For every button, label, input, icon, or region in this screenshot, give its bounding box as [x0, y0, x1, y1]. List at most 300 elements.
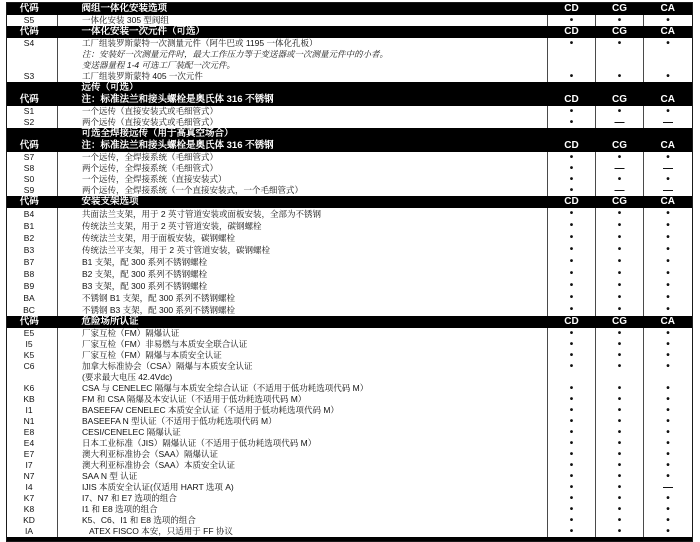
availability-cell: •	[548, 220, 596, 232]
section-title	[58, 316, 548, 328]
description-line: 不锈钢 B1 支架，配 300 系列不锈钢螺栓	[82, 293, 236, 303]
availability-cell: •	[644, 350, 693, 361]
description-line: 两个远传（直接安装式或毛细管式）	[82, 117, 219, 127]
column-header: CA	[644, 196, 693, 208]
description-line: ATEX FISCO 本安，只适用于 FF 协议	[89, 526, 233, 536]
availability-cell: •	[644, 339, 693, 350]
availability-cell: •	[644, 515, 693, 526]
table-row	[7, 504, 693, 515]
availability-cell: •	[548, 350, 596, 361]
availability-cell: •	[548, 449, 596, 460]
availability-cell: •	[644, 504, 693, 515]
option-code: K8	[23, 504, 35, 514]
availability-cell: •	[596, 152, 644, 163]
availability-cell: •	[644, 15, 693, 26]
option-code: I4	[25, 482, 33, 492]
description-line: SAA N 型 认证	[82, 471, 138, 481]
option-code: E8	[23, 427, 35, 437]
availability-cell: •	[644, 416, 693, 427]
availability-cell: •	[596, 38, 644, 71]
availability-cell: •	[644, 208, 693, 220]
availability-cell: •	[644, 280, 693, 292]
option-code: E5	[23, 328, 35, 338]
availability-cell: •	[644, 449, 693, 460]
section-title	[58, 196, 548, 208]
availability-cell: •	[644, 304, 693, 316]
option-code: B8	[23, 269, 35, 279]
description-line: I1 和 E8 选项的组合	[82, 504, 158, 514]
description-line: 日本工业标准（JIS）隔爆认证（不适用于低功耗选项代码 M）	[82, 438, 317, 448]
option-description	[58, 106, 548, 117]
option-code: K5	[23, 350, 35, 360]
description-line: CSA 与 CENELEC 隔爆与本质安全综合认证（不适用于低功耗选项代码 M）	[82, 383, 369, 393]
option-description	[58, 427, 548, 438]
option-description	[58, 493, 548, 504]
availability-cell: •	[596, 460, 644, 471]
table-row	[7, 449, 693, 460]
availability-cell: —	[644, 163, 693, 174]
table-row	[7, 339, 693, 350]
availability-cell: •	[548, 152, 596, 163]
table-row	[7, 493, 693, 504]
column-header: CD	[548, 26, 596, 38]
option-code: K7	[23, 493, 35, 503]
availability-cell: —	[644, 482, 693, 493]
section-title-line: 阀组一体化安装选项	[81, 3, 168, 14]
table-row	[7, 292, 693, 304]
availability-cell: •	[548, 256, 596, 268]
option-code: KD	[23, 515, 35, 525]
ordering-options-table	[6, 2, 693, 542]
option-description	[58, 117, 548, 128]
availability-cell: •	[548, 328, 596, 339]
table-row	[7, 383, 693, 394]
option-code: S5	[23, 15, 35, 25]
section-title-line: 一体化安装一次元件（可选）	[81, 26, 206, 37]
table-row	[7, 405, 693, 416]
table-row	[7, 416, 693, 427]
option-description	[58, 449, 548, 460]
description-line: B2 支架，配 300 系列不锈钢螺栓	[82, 269, 208, 279]
option-description	[58, 280, 548, 292]
availability-cell: •	[548, 482, 596, 493]
table-row	[7, 174, 693, 185]
column-header: CG	[596, 196, 644, 208]
availability-cell: •	[596, 515, 644, 526]
section-title-line: 安装支架选项	[81, 196, 139, 207]
availability-cell: •	[644, 361, 693, 383]
availability-cell: •	[644, 493, 693, 504]
availability-cell: •	[596, 280, 644, 292]
availability-cell: •	[596, 350, 644, 361]
availability-cell: •	[596, 328, 644, 339]
option-code: N7	[23, 471, 35, 481]
option-code: E4	[23, 438, 35, 448]
table-row	[7, 152, 693, 163]
option-code: E7	[23, 449, 35, 459]
description-line: 两个远传，全焊接系统（毛细管式）	[82, 163, 219, 173]
description-line: 加拿大标准协会（CSA）隔爆与本质安全认证	[82, 361, 253, 371]
table-row	[7, 350, 693, 361]
availability-cell: •	[548, 427, 596, 438]
availability-cell: •	[548, 71, 596, 82]
availability-cell: •	[644, 292, 693, 304]
description-line: 工厂组装罗斯蒙特 405 一次元件	[82, 71, 203, 81]
option-code: S9	[23, 185, 35, 195]
option-description	[58, 185, 548, 196]
availability-cell: •	[596, 504, 644, 515]
table-row	[7, 526, 693, 537]
description-line: 厂家互检（FM）隔爆与本质安全认证	[82, 350, 222, 360]
availability-cell: •	[548, 405, 596, 416]
availability-cell: •	[644, 394, 693, 405]
availability-cell: •	[644, 232, 693, 244]
section-header-row	[7, 128, 693, 152]
description-line: 不锈钢 B3 支架，配 300 系列不锈钢螺栓	[82, 305, 236, 315]
table-row	[7, 482, 693, 493]
availability-cell: •	[644, 427, 693, 438]
code-column-header: 代码	[7, 3, 58, 16]
code-column-header: 代码	[7, 26, 58, 38]
table-row	[7, 163, 693, 174]
availability-cell: •	[596, 208, 644, 220]
table-row	[7, 232, 693, 244]
code-column-header: 代码	[7, 196, 58, 208]
ordering-options-table-container	[6, 2, 693, 542]
table-row	[7, 438, 693, 449]
availability-cell: •	[596, 256, 644, 268]
option-description	[58, 350, 548, 361]
table-row	[7, 71, 693, 82]
description-line: I7、N7 和 E7 选项的组合	[82, 493, 177, 503]
description-line: 澳大利亚标准协会（SAA）隔爆认证	[82, 449, 219, 459]
option-code: S4	[23, 38, 35, 48]
description-line: 厂家互检（FM）隔爆认证	[82, 328, 180, 338]
availability-cell: •	[548, 394, 596, 405]
availability-cell: •	[548, 471, 596, 482]
availability-cell: •	[596, 174, 644, 185]
option-code: S7	[23, 152, 35, 162]
availability-cell: •	[596, 292, 644, 304]
option-code: S3	[23, 71, 35, 81]
availability-cell: •	[596, 304, 644, 316]
section-title	[58, 82, 548, 106]
option-code: BA	[23, 293, 35, 303]
option-description	[58, 361, 548, 383]
availability-cell: •	[548, 280, 596, 292]
table-row	[7, 361, 693, 383]
table-row	[7, 256, 693, 268]
availability-cell: •	[596, 493, 644, 504]
description-line: 澳大利亚标准协会（SAA）本质安全认证	[82, 460, 236, 470]
availability-cell: •	[644, 174, 693, 185]
option-description	[58, 38, 548, 71]
description-line: IJIS 本质安全认证(仅适用 HART 选项 A)	[82, 482, 234, 492]
availability-cell: •	[548, 208, 596, 220]
availability-cell: •	[548, 38, 596, 71]
option-description	[58, 163, 548, 174]
option-code: N1	[23, 416, 35, 426]
option-description	[58, 268, 548, 280]
option-description	[58, 174, 548, 185]
table-row	[7, 471, 693, 482]
option-description	[58, 471, 548, 482]
option-description	[58, 405, 548, 416]
availability-cell: •	[596, 232, 644, 244]
description-line: 一个远传（直接安装式或毛细管式）	[82, 106, 219, 116]
availability-cell: •	[644, 460, 693, 471]
section-header-row	[7, 82, 693, 106]
availability-cell: •	[596, 244, 644, 256]
availability-cell: •	[548, 515, 596, 526]
column-header: CD	[548, 82, 596, 106]
option-code: I1	[25, 405, 33, 415]
availability-cell: •	[548, 416, 596, 427]
availability-cell: •	[644, 526, 693, 537]
availability-cell: •	[548, 244, 596, 256]
availability-cell: •	[644, 220, 693, 232]
option-description	[58, 304, 548, 316]
option-description	[58, 71, 548, 82]
option-description	[58, 383, 548, 394]
section-title-line: 可选全焊接远传（用于高真空场合）	[81, 128, 234, 139]
option-description	[58, 482, 548, 493]
availability-cell: •	[596, 106, 644, 117]
description-line: 一个远传，全焊接系统（直接安装式）	[82, 174, 227, 184]
column-header: CD	[548, 196, 596, 208]
option-description	[58, 244, 548, 256]
description-line: K5、C6、I1 和 E8 选项的组合	[82, 515, 196, 525]
description-line: 传统法兰支架，用于面板安装，碳钢螺栓	[82, 233, 236, 243]
option-code: I5	[25, 339, 33, 349]
option-code: S0	[23, 174, 35, 184]
availability-cell: —	[596, 163, 644, 174]
description-line: FM 和 CSA 隔爆及本安认证（不适用于低功耗选项代码 M）	[82, 394, 307, 404]
column-header: CG	[596, 82, 644, 106]
section-title	[58, 3, 548, 16]
availability-cell: •	[548, 361, 596, 383]
option-description	[58, 438, 548, 449]
section-title-line: 远传（可选）	[81, 82, 139, 93]
description-line: 注：安装好一次测量元件时，最大工作压力等于变送器或一次测量元件中的小者。	[82, 49, 389, 59]
availability-cell: •	[596, 526, 644, 537]
column-header: CG	[596, 128, 644, 152]
option-description	[58, 15, 548, 26]
availability-cell: •	[548, 174, 596, 185]
option-description	[58, 460, 548, 471]
option-description	[58, 256, 548, 268]
availability-cell: •	[596, 438, 644, 449]
availability-cell: •	[548, 438, 596, 449]
description-line: CESI/CENELEC 隔爆认证	[82, 427, 181, 437]
option-description	[58, 208, 548, 220]
availability-cell: •	[644, 256, 693, 268]
availability-cell: •	[644, 244, 693, 256]
column-header: CD	[548, 3, 596, 16]
table-row	[7, 394, 693, 405]
availability-cell: •	[596, 471, 644, 482]
section-title	[58, 128, 548, 152]
availability-cell: •	[644, 152, 693, 163]
option-code: B1	[23, 221, 35, 231]
option-description	[58, 394, 548, 405]
option-description	[58, 416, 548, 427]
availability-cell: •	[548, 292, 596, 304]
column-header: CG	[596, 3, 644, 16]
code-column-header: 代码	[7, 82, 58, 106]
availability-cell: •	[548, 493, 596, 504]
availability-cell: •	[596, 394, 644, 405]
availability-cell: •	[548, 163, 596, 174]
availability-cell: •	[644, 268, 693, 280]
table-row	[7, 244, 693, 256]
option-code: B2	[23, 233, 35, 243]
column-header: CA	[644, 3, 693, 16]
table-row	[7, 38, 693, 71]
availability-cell: •	[596, 449, 644, 460]
option-description	[58, 526, 548, 537]
option-description	[58, 220, 548, 232]
availability-cell: •	[548, 15, 596, 26]
option-code: B7	[23, 257, 35, 267]
table-row	[7, 208, 693, 220]
option-description	[58, 328, 548, 339]
option-code: BC	[23, 305, 35, 315]
description-line: 传统法兰平支架，用于 2 英寸管道安装，碳钢螺栓	[82, 245, 270, 255]
section-title	[58, 26, 548, 38]
column-header: CG	[596, 316, 644, 328]
option-code: S1	[23, 106, 35, 116]
description-line: B3 支架，配 300 系列不锈钢螺栓	[82, 281, 208, 291]
availability-cell: •	[596, 220, 644, 232]
option-code: C6	[23, 361, 35, 371]
code-column-header: 代码	[7, 316, 58, 328]
option-code: IA	[24, 526, 34, 536]
option-code: S8	[23, 163, 35, 173]
option-description	[58, 504, 548, 515]
availability-cell: •	[548, 106, 596, 117]
availability-cell: —	[596, 185, 644, 196]
availability-cell: •	[596, 482, 644, 493]
description-line: 变送器量程 1-4 可选工厂装配一次元件。	[82, 60, 236, 70]
section-header-row	[7, 3, 693, 16]
availability-cell: •	[596, 71, 644, 82]
table-row	[7, 185, 693, 196]
table-row	[7, 460, 693, 471]
table-row	[7, 515, 693, 526]
description-line: 共面法兰支架，用于 2 英寸管道安装或面板安装，全部为不锈钢	[82, 209, 321, 219]
description-line: B1 支架，配 300 系列不锈钢螺栓	[82, 257, 208, 267]
option-code: KB	[23, 394, 35, 404]
column-header: CA	[644, 128, 693, 152]
table-row	[7, 117, 693, 128]
availability-cell: •	[644, 106, 693, 117]
option-code: B9	[23, 281, 35, 291]
option-code: B3	[23, 245, 35, 255]
availability-cell: •	[548, 339, 596, 350]
availability-cell: •	[548, 117, 596, 128]
table-row	[7, 427, 693, 438]
availability-cell: •	[644, 438, 693, 449]
column-header: CA	[644, 316, 693, 328]
description-line: 传统法兰支架，用于 2 英寸管道安装，碳钢螺栓	[82, 221, 262, 231]
code-column-header: 代码	[7, 128, 58, 152]
availability-cell: •	[596, 339, 644, 350]
availability-cell: •	[548, 504, 596, 515]
section-title-line: 注：标准法兰和接头螺栓是奥氏体 316 不锈钢	[81, 140, 274, 151]
availability-cell: •	[548, 185, 596, 196]
availability-cell: •	[644, 405, 693, 416]
availability-cell: —	[596, 117, 644, 128]
table-row	[7, 220, 693, 232]
section-title-line: 注：标准法兰和接头螺栓是奥氏体 316 不锈钢	[81, 94, 274, 105]
availability-cell: •	[596, 268, 644, 280]
option-description	[58, 232, 548, 244]
column-header: CA	[644, 26, 693, 38]
table-row	[7, 280, 693, 292]
column-header: CA	[644, 82, 693, 106]
availability-cell: •	[548, 460, 596, 471]
availability-cell: •	[596, 15, 644, 26]
column-header: CG	[596, 26, 644, 38]
option-description	[58, 292, 548, 304]
availability-cell: •	[548, 268, 596, 280]
table-row	[7, 328, 693, 339]
section-header-row	[7, 316, 693, 328]
availability-cell: •	[644, 471, 693, 482]
description-line: 一体化安装 305 型阀组	[82, 15, 169, 25]
availability-cell: •	[644, 383, 693, 394]
option-code: B4	[23, 209, 35, 219]
availability-cell: •	[548, 383, 596, 394]
table-row	[7, 268, 693, 280]
availability-cell: •	[644, 38, 693, 71]
option-description	[58, 152, 548, 163]
availability-cell: •	[596, 383, 644, 394]
description-line: (要求最大电压 42.4Vdc)	[82, 372, 173, 382]
availability-cell: •	[548, 304, 596, 316]
availability-cell: •	[644, 71, 693, 82]
availability-cell: •	[644, 328, 693, 339]
description-line: 两个远传，全焊接系统（一个直接安装式，一个毛细管式）	[82, 185, 304, 195]
table-row	[7, 106, 693, 117]
availability-cell: •	[596, 416, 644, 427]
options-table-body	[7, 3, 693, 538]
availability-cell: •	[596, 405, 644, 416]
availability-cell: •	[596, 361, 644, 383]
option-code: I7	[25, 460, 33, 470]
availability-cell: •	[596, 427, 644, 438]
option-code: S2	[23, 117, 35, 127]
description-line: 一个远传，全焊接系统（毛细管式）	[82, 152, 219, 162]
section-header-row	[7, 196, 693, 208]
availability-cell: •	[548, 232, 596, 244]
description-line: 工厂组装罗斯蒙特一次测量元件（阿牛巴或 1195 一体化孔板）	[82, 38, 318, 48]
column-header: CD	[548, 128, 596, 152]
option-code: K6	[23, 383, 35, 393]
column-header: CD	[548, 316, 596, 328]
option-description	[58, 515, 548, 526]
description-line: BASEEFA/ CENELEC 本质安全认证（不适用于低功耗选项代码 M）	[82, 405, 339, 415]
availability-cell: •	[548, 526, 596, 537]
option-description	[58, 339, 548, 350]
table-row	[7, 304, 693, 316]
description-line: 厂家互检（FM）非易燃与本质安全联合认证	[82, 339, 248, 349]
description-line: BASEEFA N 型认证（不适用于低功耗选项代码 M）	[82, 416, 277, 426]
availability-cell: —	[644, 185, 693, 196]
availability-cell: —	[644, 117, 693, 128]
section-header-row	[7, 26, 693, 38]
